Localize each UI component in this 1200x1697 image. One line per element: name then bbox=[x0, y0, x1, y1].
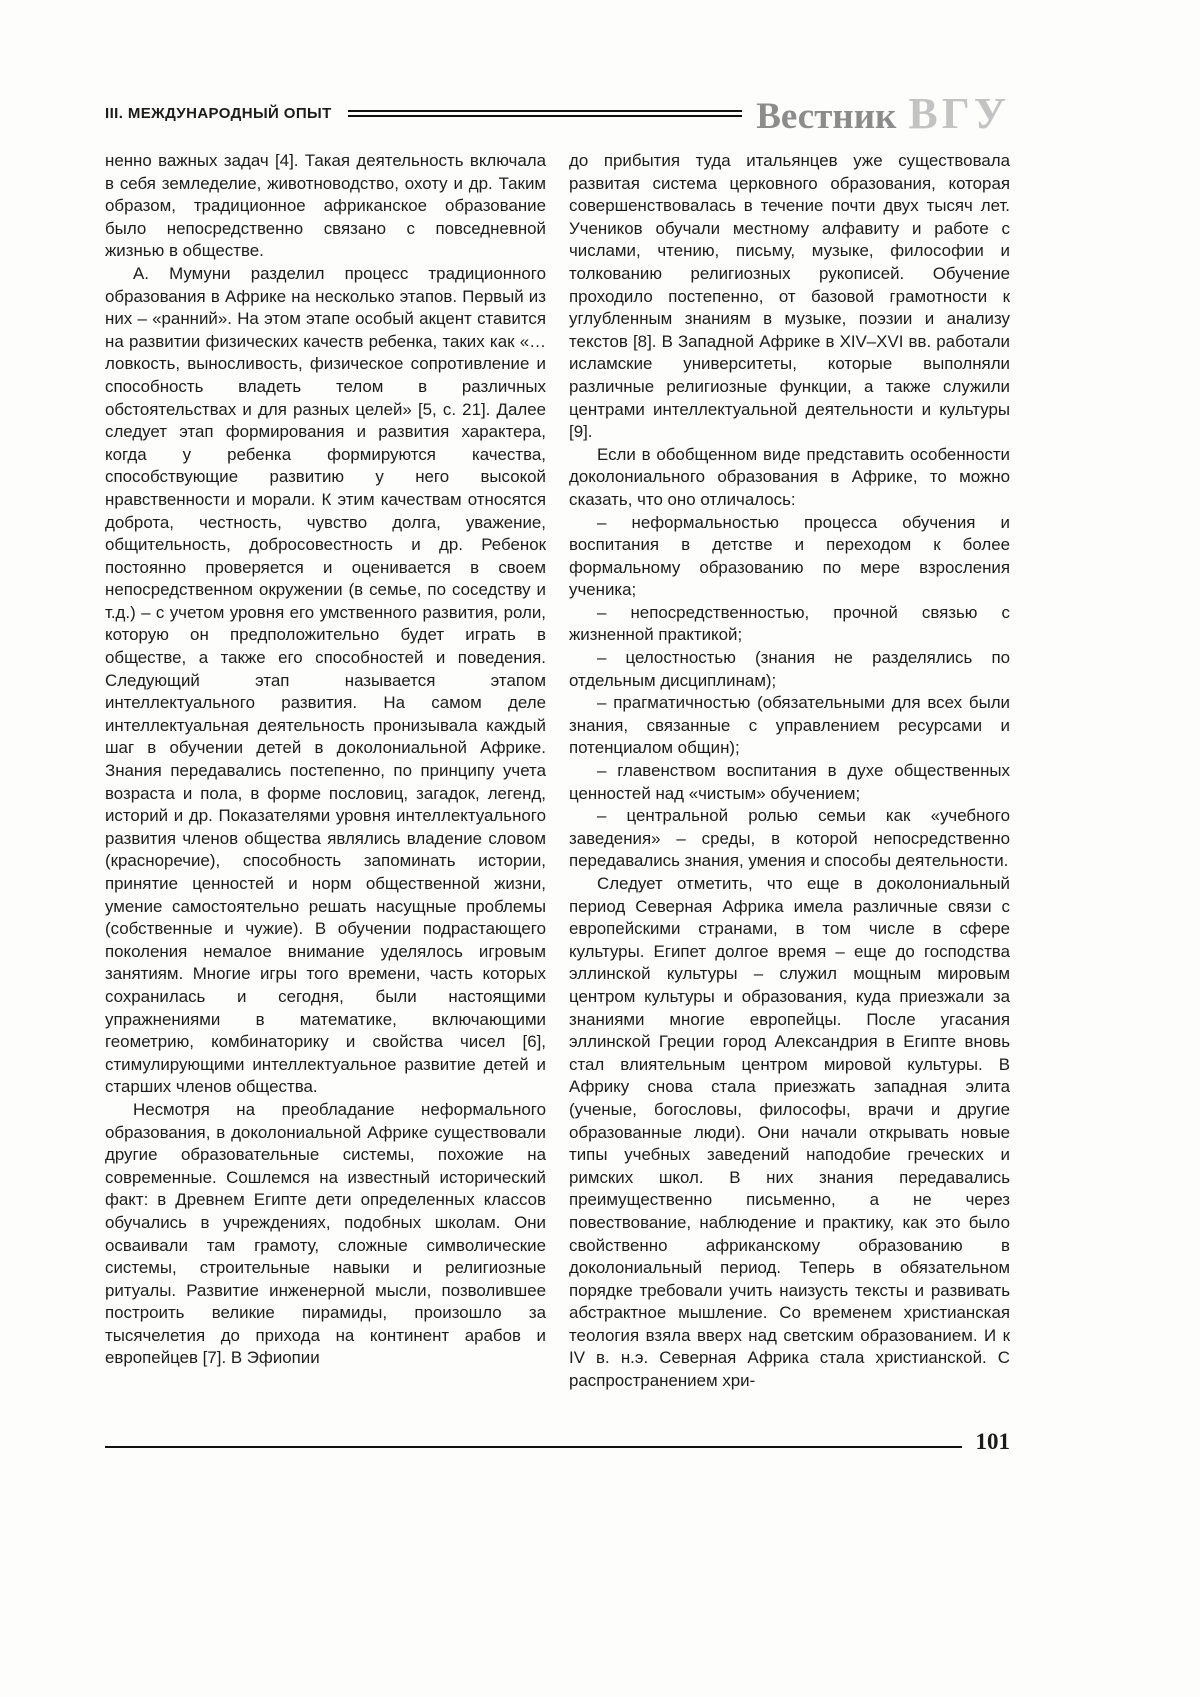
paragraph: ненно важных задач [4]. Такая деятельность включала в себя земледелие, животноводство, охоту и др. Таким образом, традиционное африканское образование было непосредственно связано с повседневной жизнью в обществе. bbox=[105, 151, 546, 261]
paragraph: Если в обобщенном виде представить особенности доколониального образования в Африке, то можно сказать, что оно отличалось: bbox=[569, 444, 1010, 509]
text-column-left bbox=[105, 150, 546, 1370]
bullet-item: – прагматичностью (обязательными для всех были знания, связанные с управлением ресурсами и потенциалом общин); bbox=[569, 693, 1010, 758]
paragraph: А. Мумуни разделил процесс традиционного образования в Африке на несколько этапов. Первый из них – «ранний». На этом этапе особый акцент ставится на развитии физических качеств ребенка, таких как «…ловкость, выносливость, физическое сопротивление и способность владеть телом в различных обстоятельствах и для разных целей» [5, с. 21]. Далее следует этап формирования и развития характера, когда у ребенка формируются качества, способствующие развитию у него высокой нравственности и морали. К этим качествам относятся доброта, честность, чувство долга, уважение, общительность, добросовестность и др. Ребенок постоянно проверяется и оценивается в своем непосредственном окружении (в семье, по соседству и т.д.) – с учетом уровня его умственного развития, роли, которую он предположительно будет играть в обществе, а также его способностей и поведения. Следующий этап называется этапом интеллектуального развития. На самом деле интеллектуальная деятельность пронизывала каждый шаг в обучении детей в доколониальной Африке. Знания передавались постепенно, по принципу учета возраста и пола, в форме пословиц, загадок, легенд, историй и др. Показателями уровня интеллектуального развития членов общества являлись владение словом (красноречие), способность запоминать истории, принятие ценностей и норм общественной жизни, умение самостоятельно решать насущные проблемы (собственные и чужие). В обучении подрастающего поколения немалое внимание уделялось игровым занятиям. Многие игры того времени, часть которых сохранилась и сегодня, были настоящими упражнениями в математике, включающими геометрию, комбинаторику и свойства чисел [6], стимулирующими интеллектуальное развитие детей и старших членов общества. bbox=[105, 263, 546, 1097]
journal-name: Вестник bbox=[756, 96, 897, 137]
journal-logo bbox=[756, 88, 1010, 139]
section-title: III. МЕЖДУНАРОДНЫЙ ОПЫТ bbox=[105, 105, 332, 122]
page-header bbox=[105, 88, 1010, 139]
bullet-item: – неформальностью процесса обучения и воспитания в детстве и переходом к более формальному образованию по мере взросления ученика; bbox=[569, 512, 1010, 600]
footer-rule bbox=[105, 1446, 962, 1448]
text-column-right bbox=[569, 150, 1010, 1393]
header-double-rule bbox=[348, 110, 743, 117]
paragraph: до прибытия туда итальянцев уже существовала развитая система церковного образования, которая совершенствовалась в течение почти двух тысяч лет. Учеников обучали местному алфавиту и работе с числами, чтению, письму, музыке, философии и толкованию религиозных рукописей. Обучение проходило постепенно, от базовой грамотности к углубленным знаниям в музыке, поэзии и анализу текстов [8]. В Западной Африке в XIV–XVI вв. работали исламские университеты, которые выполняли различные религиозные функции, а также служили центрами интеллектуальной деятельности и культуры [9]. bbox=[569, 151, 1010, 442]
bullet-item: – главенством воспитания в духе общественных ценностей над «чистым» обучением; bbox=[569, 761, 1010, 803]
journal-abbreviation: ВГУ bbox=[908, 89, 1010, 138]
bullet-item: – непосредственностью, прочной связью с жизненной практикой; bbox=[569, 602, 1010, 645]
paragraph: Следует отметить, что еще в доколониальный период Северная Африка имела различные связи с европейскими странами, в том числе в сфере культуры. Египет долгое время – еще до господства эллинской культуры – служил мощным мировым центром культуры и образования, куда приезжали за знаниями многие европейцы. После угасания эллинской Греции город Александрия в Египте вновь стал влиятельным центром мировой культуры. В Африку снова стала приезжать западная элита (ученые, богословы, философы, врачи и другие образованные люди). Они начали открывать новые типы учебных заведений наподобие греческих и римских школ. В них знания передавались преимущественно письменно, а не через повествование, наблюдение и практику, как это было свойственно африканскому образованию в доколониальный период. Теперь в обязательном порядке требовали учить наизусть тексты и развивать абстрактное мышление. Со временем христианская теология взяла вверх над светским образованием. И к IV в. н.э. Северная Африка стала христианской. С распространением хри- bbox=[569, 874, 1010, 1391]
page-footer bbox=[105, 1430, 1010, 1453]
bullet-item: – целостностью (знания не разделялись по отдельным дисциплинам); bbox=[569, 648, 1010, 690]
bullet-item: – центральной ролью семьи как «учебного заведения» – среды, в которой непосредственно передавались знания, умения и способы деятельности. bbox=[569, 806, 1010, 871]
paragraph: Несмотря на преобладание неформального образования, в доколониальной Африке существовали другие образовательные системы, похожие на современные. Сошлемся на известный исторический факт: в Древнем Египте дети определенных классов обучались в учреждениях, подобных школам. Они осваивали там грамоту, сложные символические системы, строительные навыки и религиозные ритуалы. Развитие инженерной мысли, позволившее построить великие пирамиды, произошло за тысячелетия до прихода на континент арабов и европейцев [7]. В Эфиопии bbox=[105, 1099, 546, 1368]
page-number: 101 bbox=[975, 1429, 1010, 1454]
